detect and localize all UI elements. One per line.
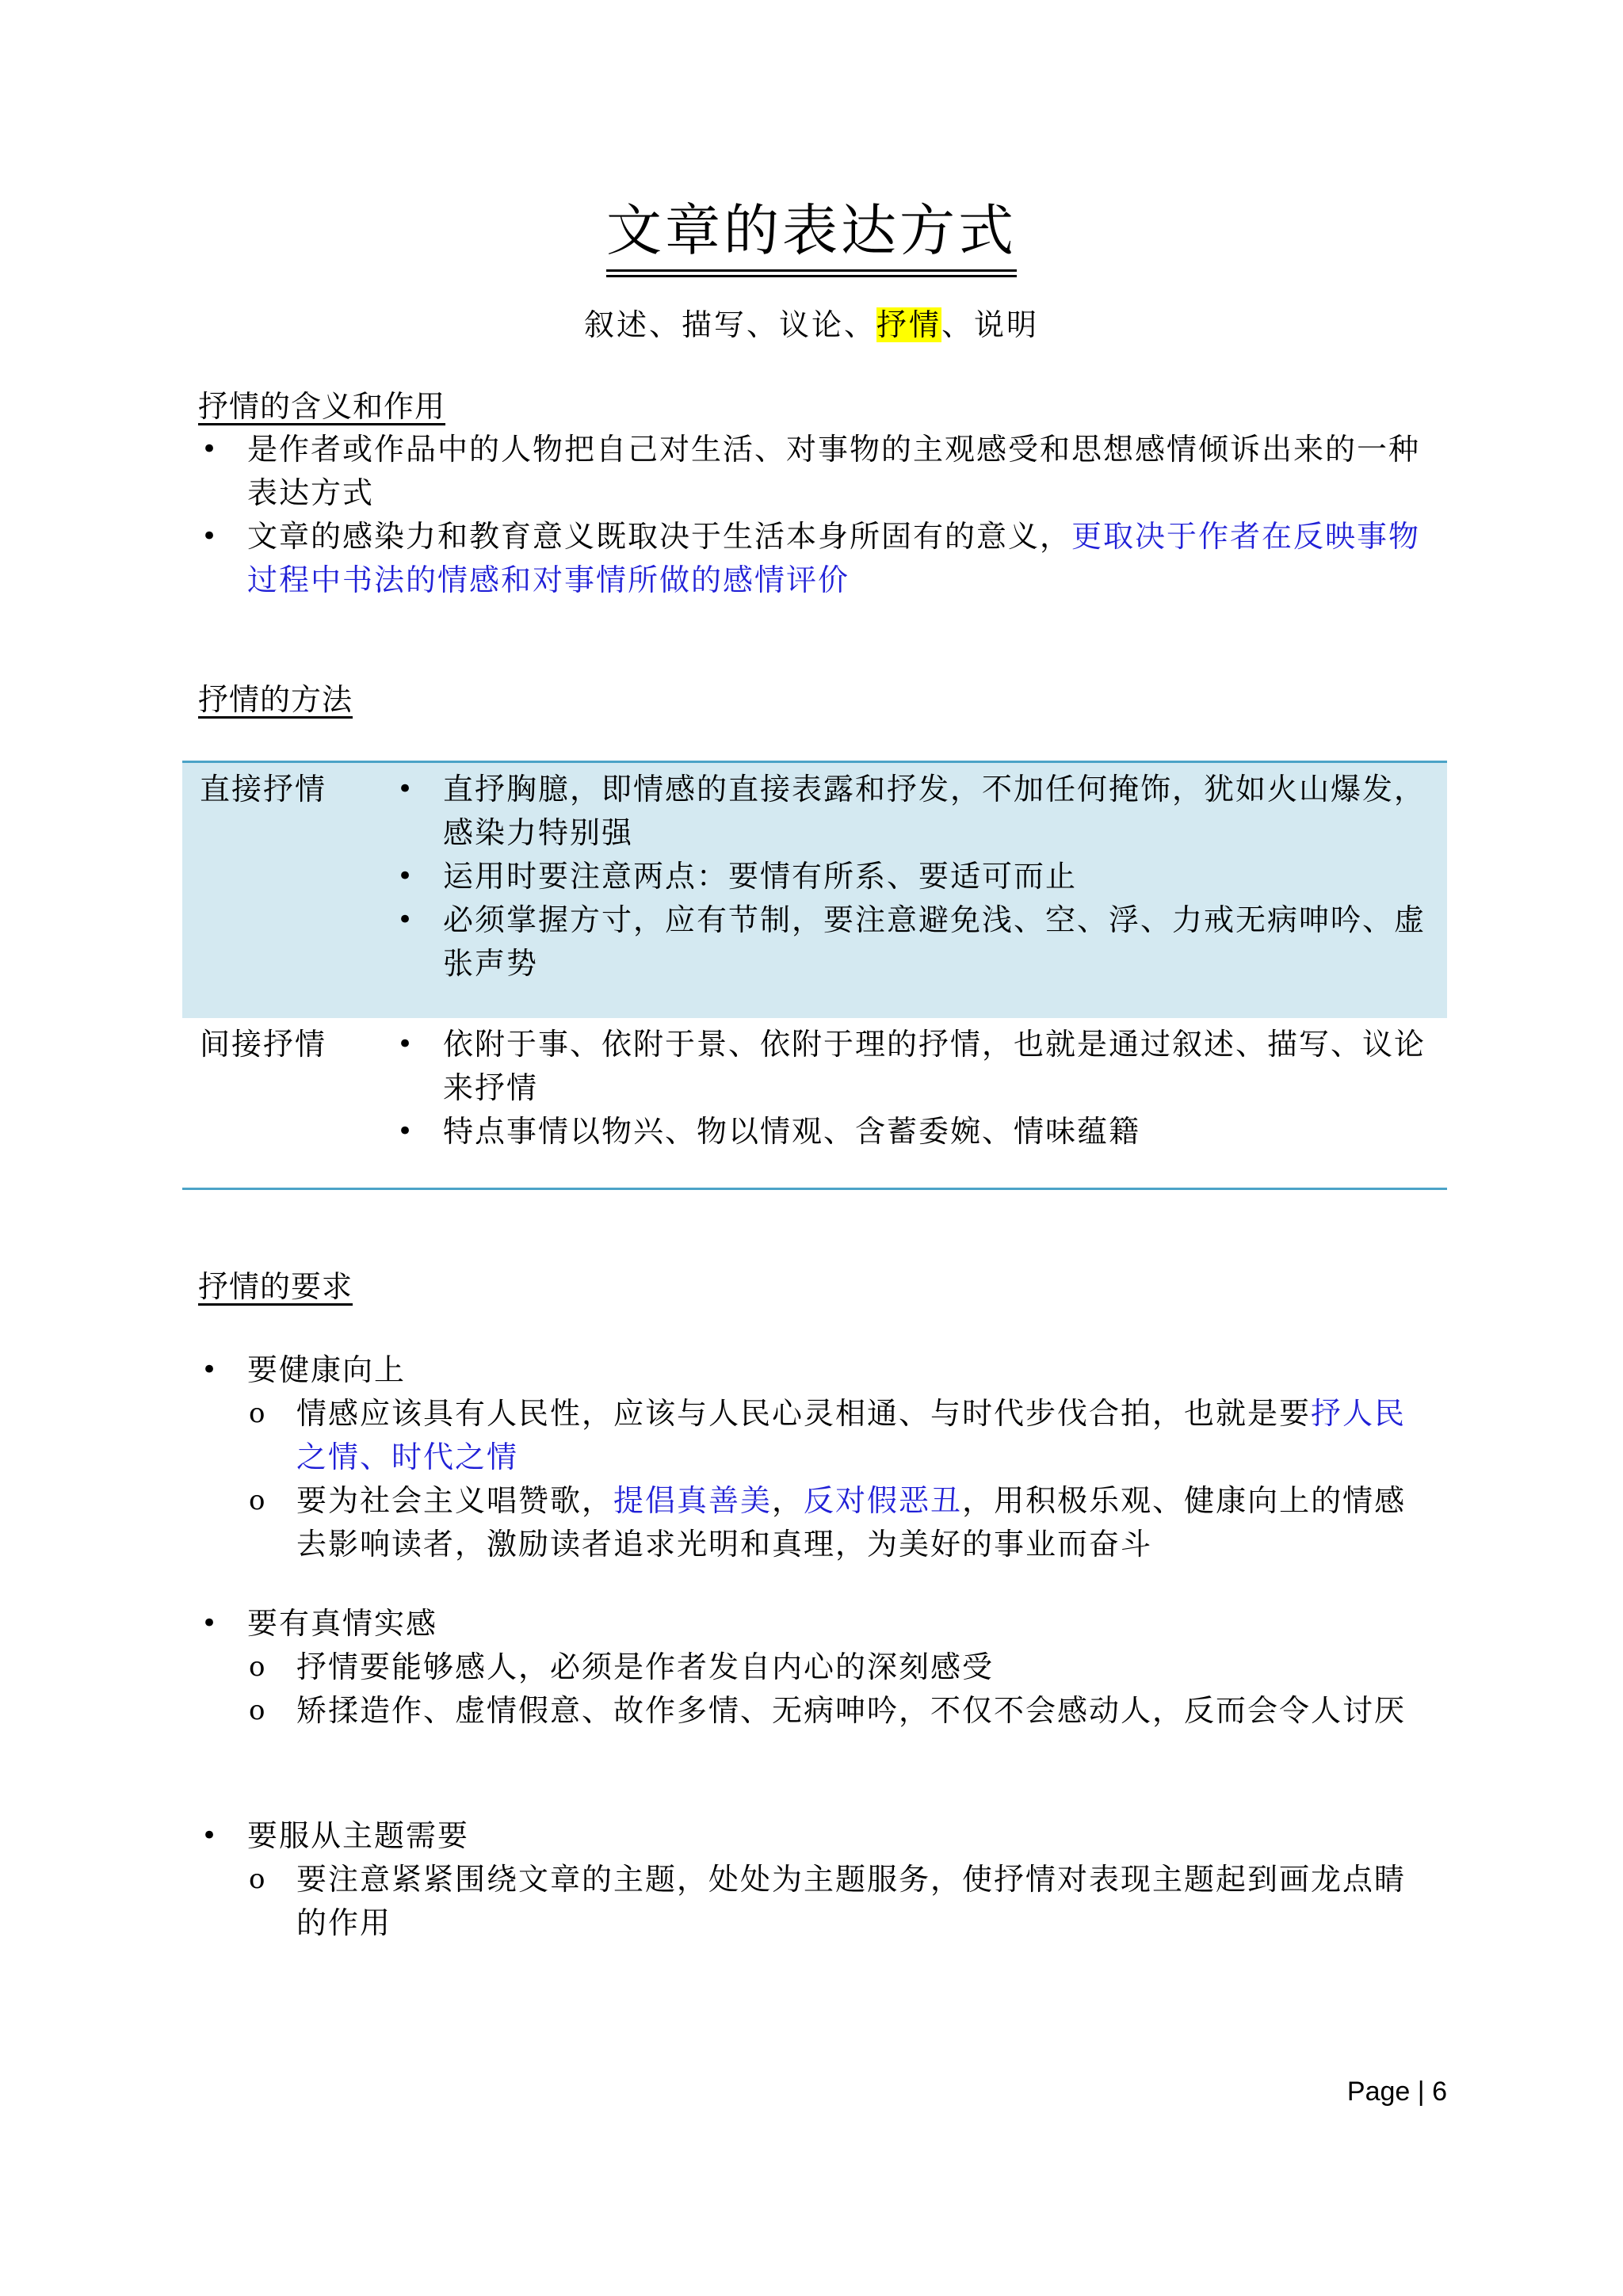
table-row [182, 1018, 1447, 1188]
circle-bullet-icon: o [249, 1651, 267, 1683]
row-label: 间接抒情 [200, 1027, 327, 1062]
bullet-icon: • [397, 904, 415, 936]
page-title-text: 文章的表达方式 [606, 195, 1017, 272]
page-separator: | [1417, 2077, 1425, 2107]
list-item [198, 428, 1434, 515]
sub-list-item: o 矫揉造作、虚情假意、故作多情、无病呻吟，不仅不会感动人，反而会令人讨厌 [247, 1689, 1434, 1733]
sub-list [247, 1646, 1434, 1733]
list-item [198, 1814, 1434, 1945]
bullet-icon: • [201, 433, 220, 465]
bullet-text: 文章的感染力和教育意义既取决于生活本身所固有的意义， [247, 519, 1072, 554]
bullet-icon: • [201, 1354, 220, 1386]
section-heading-methods: 抒情的方法 [198, 682, 353, 717]
section-heading-requirements: 抒情的要求 [198, 1269, 353, 1304]
bullet-text-emphasis: 更取决于作者在反映事物过程中书法的情感和对事情所做的感情评价 [247, 519, 1421, 597]
list-item: • 必须掌握方寸，应有节制，要注意避免浅、空、浮、力戒无病呻吟、虚张声势 [394, 898, 1430, 986]
bullet-icon: • [201, 521, 220, 552]
bullet-icon: • [397, 773, 415, 805]
group-label: 要服从主题需要 [247, 1818, 470, 1853]
circle-bullet-icon: o [249, 1398, 267, 1429]
group-label: 要健康向上 [247, 1352, 407, 1387]
requirements-group-theme [198, 1814, 1434, 1945]
group-label: 要有真情实感 [247, 1606, 438, 1641]
sub-list-item: o 情感应该具有人民性，应该与人民心灵相通、与时代步伐合拍，也就是要抒人民之情、时代之情 [247, 1392, 1434, 1479]
sub-list-item: o 要为社会主义唱赞歌，提倡真善美，反对假恶丑，用积极乐观、健康向上的情感去影响读者，激励读者追求光明和真理，为美好的事业而奋斗 [247, 1479, 1434, 1566]
circle-bullet-icon: o [249, 1863, 267, 1895]
sub-list [247, 1392, 1434, 1566]
page-label: Page [1346, 2077, 1411, 2107]
bullet-text: 是作者或作品中的人物把自己对生活、对事物的主观感受和思想感情倾诉出来的一种表达方式 [247, 432, 1421, 510]
list-item: • 依附于事、依附于景、依附于理的抒情，也就是通过叙述、描写、议论来抒情 [394, 1023, 1430, 1110]
list-item: • 直抒胸臆，即情感的直接表露和抒发，不加任何掩饰，犹如火山爆发，感染力特别强 [394, 768, 1430, 855]
circle-bullet-icon: o [249, 1695, 267, 1726]
bullet-icon: • [397, 1116, 415, 1147]
row-content [394, 1018, 1447, 1188]
requirements-group-sincerity [198, 1602, 1434, 1733]
subtitle-highlight: 抒情 [876, 307, 941, 342]
requirements-group-health [198, 1348, 1434, 1566]
sub-list [247, 1858, 1434, 1945]
bullet-icon: • [201, 1820, 220, 1852]
bullet-icon: • [201, 1608, 220, 1639]
list-item [198, 1602, 1434, 1733]
page-title [0, 195, 1623, 272]
list-item [198, 1348, 1434, 1566]
row-content [394, 763, 1447, 1018]
meaning-list [198, 428, 1434, 602]
subtitle-after: 、说明 [941, 307, 1040, 342]
list-item [198, 515, 1434, 602]
table-row [182, 763, 1447, 1018]
page-footer [1347, 2073, 1447, 2111]
subtitle-before: 叙述、描写、议论、 [583, 307, 876, 342]
section-heading-meaning: 抒情的含义和作用 [198, 389, 446, 424]
circle-bullet-icon: o [249, 1485, 267, 1516]
methods-table [182, 761, 1447, 1190]
bullet-icon: • [397, 860, 415, 892]
list-item: • 运用时要注意两点：要情有所系、要适可而止 [394, 855, 1430, 898]
row-label: 直接抒情 [200, 772, 327, 807]
page-number: 6 [1432, 2077, 1447, 2107]
sub-list-item: o 要注意紧紧围绕文章的主题，处处为主题服务，使抒情对表现主题起到画龙点睛的作用 [247, 1858, 1434, 1945]
bullet-icon: • [397, 1028, 415, 1060]
list-item: • 特点事情以物兴、物以情观、含蓄委婉、情味蕴籍 [394, 1110, 1430, 1154]
subtitle [0, 303, 1623, 347]
sub-list-item: o 抒情要能够感人，必须是作者发自内心的深刻感受 [247, 1646, 1434, 1689]
